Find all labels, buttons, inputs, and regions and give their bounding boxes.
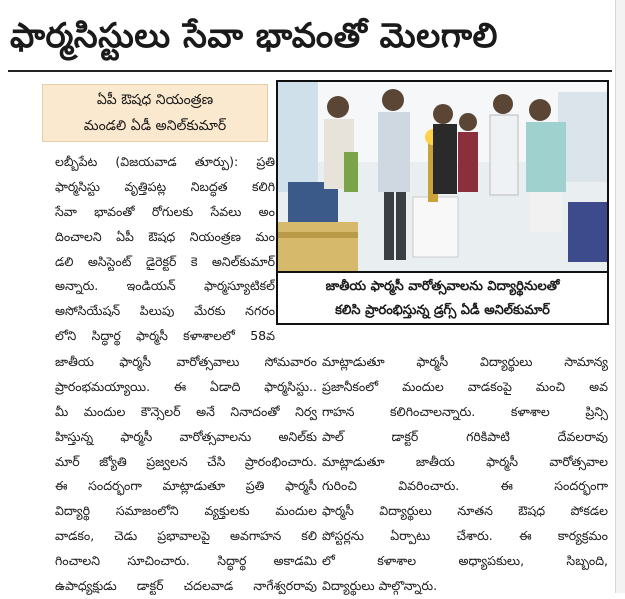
article-line: సేవా భావంతో రోగులకు సేవలు అం — [55, 203, 275, 219]
photo-caption — [276, 273, 609, 325]
article-line: పోస్టర్లను ఏర్పాటు చేశారు. ఈ కార్యక్రమం — [322, 528, 608, 544]
article-line: లబ్బీపేట (విజయవాడ తూర్పు): ప్రతి — [55, 154, 275, 169]
article-line: గురించి వివరించారు. ఈ సందర్భంగా — [322, 478, 608, 494]
article-line: దించాలని ఏపీ ఔషధ నియంత్రణ మం — [55, 228, 275, 244]
caption-line-2: కలిసి ప్రారంభిస్తున్న డ్రగ్స్ ఏడీ అనిల్‌కుమార్ — [335, 303, 550, 318]
article-column-2 — [322, 350, 608, 599]
article-column-1-top — [55, 150, 275, 349]
headline: ఫార్మసిస్టులు సేవా భావంతో మెలగాలి — [10, 16, 498, 56]
article-line: లో కళాశాల అధ్యాపకులు, సిబ్బంది, — [322, 553, 608, 569]
subheadline-line-2: మండలి ఏడీ అనిల్‌కుమార్ — [83, 118, 227, 134]
article-line: మాట్లాడుతూ జాతీయ ఫార్మసీ వారోత్సవాల — [322, 453, 608, 469]
article-line: జాతీయ ఫార్మసీ వారోత్సవాలు సోమవారం — [55, 354, 317, 369]
article-line: ప్రజానీకంలో మందుల వాడకంపై మంచి అవ — [322, 378, 608, 394]
caption-line-1: జాతీయ ఫార్మసీ వారోత్సవాలను విద్యార్థినులతో — [325, 279, 560, 294]
article-line: పాల్ డాక్టర్ గరికిపాటి దేవలరావు — [322, 428, 608, 444]
subheadline-box — [42, 84, 268, 142]
article-line: డలి అసిస్టెంట్ డైరెక్టర్ కె అనిల్‌కుమార్ — [55, 253, 275, 269]
page-edge — [615, 0, 625, 593]
headline-rule — [8, 70, 612, 72]
article-line: మార్ జ్యోతి ప్రజ్వలన చేసి ప్రారంభించారు. — [55, 453, 317, 469]
article-line: ఫార్మసీ విద్యార్థులు నూతన ఔషధ పోకడల — [322, 503, 608, 519]
article-line: విద్యార్థులు పాల్గొన్నారు. — [322, 578, 438, 594]
article-line: మీ మందుల కౌన్సెలర్ అనే నినాదంతో నిర్వ — [55, 403, 317, 419]
article-line: లోని సిద్ధార్థ ఫార్మసీ కళాశాలలో 58వ — [55, 328, 275, 344]
event-photo-illustration — [278, 82, 607, 271]
article-line: హిస్తున్న ఫార్మసీ వారోత్సవాలను అనిల్‌కు — [55, 428, 317, 444]
article-line: వాడకం, చెడు ప్రభావాలపై అవగాహన కలి — [55, 528, 317, 544]
article-line: ఈ సందర్భంగా మాట్లాడుతూ ప్రతి ఫార్మసీ — [55, 478, 317, 494]
article-line: ఉపాధ్యక్షుడు డాక్టర్ చదలవాడ నాగేశ్వరరావు — [55, 578, 317, 594]
article-line: గాహన కలిగించాలన్నారు. కళాశాల ప్రిన్సి — [322, 403, 608, 419]
article-line: గించాలని సూచించారు. సిద్ధార్థ అకాడమి — [55, 553, 317, 569]
subheadline-line-1: ఏపీ ఔషధ నియంత్రణ — [96, 92, 214, 108]
article-line: అన్నారు. ఇండియన్ ఫార్మస్యూటికల్ — [55, 278, 275, 294]
article-line: విద్యార్థి సమాజంలోని వ్యక్తులకు మందుల — [55, 503, 317, 519]
article-line: మాట్లాడుతూ ఫార్మసీ విద్యార్థులు సామాన్య — [322, 354, 608, 369]
article-column-1-bottom — [55, 350, 317, 599]
article-line: ప్రారంభమయ్యాయి. ఈ ఏడాది ఫార్మసిస్టు.. — [55, 378, 317, 394]
news-photo — [276, 80, 609, 273]
article-line: ఫార్మసిస్టు వృత్తిపట్ల నిబద్ధత కలిగి — [55, 178, 275, 194]
article-line: అసోసియేషన్ పిలుపు మేరకు నగరం — [55, 303, 275, 319]
